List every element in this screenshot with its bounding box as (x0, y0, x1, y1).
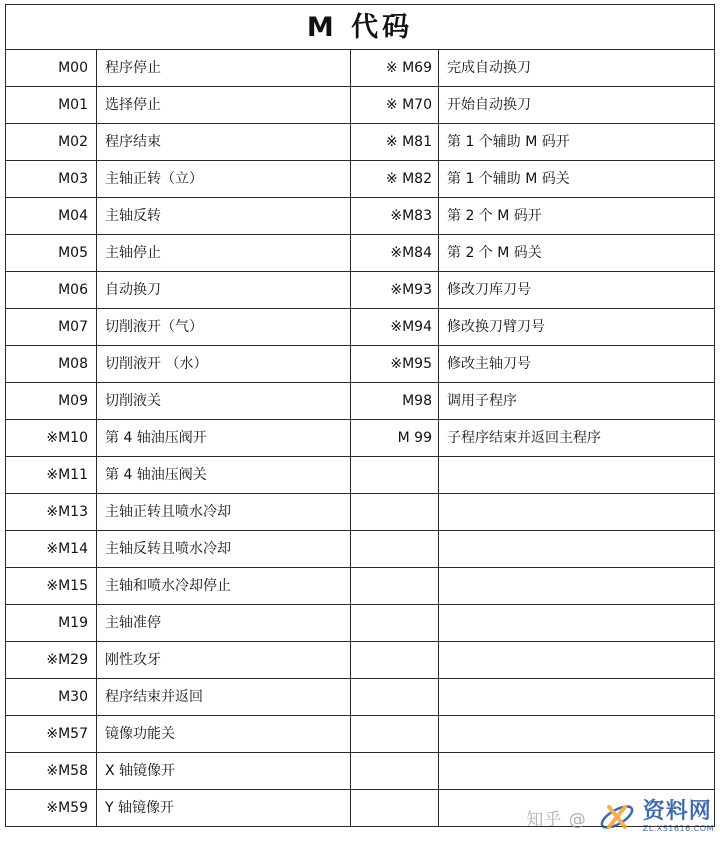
description-cell: 刚性攻牙 (97, 642, 351, 679)
code-cell-right (351, 605, 439, 642)
code-cell-right: ※M95 (351, 346, 439, 383)
code-cell: ※M59 (6, 790, 97, 827)
description-cell-right: 第 1 个辅助 M 码开 (439, 124, 715, 161)
code-cell: ※M29 (6, 642, 97, 679)
code-cell-right: ※M94 (351, 309, 439, 346)
description-cell-right (439, 568, 715, 605)
code-cell: M09 (6, 383, 97, 420)
code-cell: ※M58 (6, 753, 97, 790)
table-title: M 代码 (6, 5, 715, 50)
code-cell-right: ※M84 (351, 235, 439, 272)
site-logo-icon (597, 797, 637, 837)
table-row (6, 420, 715, 457)
code-cell: ※M14 (6, 531, 97, 568)
description-cell: 程序结束 (97, 124, 351, 161)
table-row (6, 568, 715, 605)
table-row (6, 531, 715, 568)
description-cell-right (439, 605, 715, 642)
code-cell-right: ※M83 (351, 198, 439, 235)
description-cell: X 轴镜像开 (97, 753, 351, 790)
code-cell: M02 (6, 124, 97, 161)
table-row (6, 753, 715, 790)
table-row (6, 679, 715, 716)
description-cell-right: 完成自动换刀 (439, 50, 715, 87)
code-cell-right: ※ M81 (351, 124, 439, 161)
code-cell-right: ※M93 (351, 272, 439, 309)
table-row (6, 198, 715, 235)
description-cell-right: 第 2 个 M 码关 (439, 235, 715, 272)
table-row (6, 605, 715, 642)
code-cell: ※M15 (6, 568, 97, 605)
code-cell-right (351, 568, 439, 605)
table-row (6, 457, 715, 494)
code-cell: M04 (6, 198, 97, 235)
code-cell-right: M98 (351, 383, 439, 420)
code-cell: M00 (6, 50, 97, 87)
description-cell: 主轴反转且喷水冷却 (97, 531, 351, 568)
description-cell: Y 轴镜像开 (97, 790, 351, 827)
code-cell: M05 (6, 235, 97, 272)
table-row (6, 309, 715, 346)
description-cell: 切削液开（气） (97, 309, 351, 346)
table-row (6, 50, 715, 87)
description-cell: 主轴正转且喷水冷却 (97, 494, 351, 531)
code-cell: ※M10 (6, 420, 97, 457)
table-row (6, 494, 715, 531)
code-cell: ※M11 (6, 457, 97, 494)
description-cell: 主轴反转 (97, 198, 351, 235)
description-cell-right (439, 679, 715, 716)
description-cell-right: 开始自动换刀 (439, 87, 715, 124)
code-cell: M08 (6, 346, 97, 383)
code-cell-right (351, 679, 439, 716)
description-cell-right: 子程序结束并返回主程序 (439, 420, 715, 457)
code-cell-right (351, 753, 439, 790)
description-cell: 第 4 轴油压阀关 (97, 457, 351, 494)
code-cell-right (351, 790, 439, 827)
code-cell-right (351, 716, 439, 753)
description-cell-right: 修改换刀臂刀号 (439, 309, 715, 346)
table-row (6, 124, 715, 161)
table-row (6, 235, 715, 272)
description-cell-right: 调用子程序 (439, 383, 715, 420)
code-cell: M30 (6, 679, 97, 716)
code-cell-right (351, 457, 439, 494)
description-cell-right (439, 531, 715, 568)
code-cell: M03 (6, 161, 97, 198)
description-cell-right: 修改主轴刀号 (439, 346, 715, 383)
description-cell-right (439, 753, 715, 790)
code-cell-right (351, 642, 439, 679)
description-cell: 选择停止 (97, 87, 351, 124)
description-cell-right (439, 642, 715, 679)
table-row (6, 383, 715, 420)
code-cell: M19 (6, 605, 97, 642)
table-row (6, 716, 715, 753)
code-cell: M06 (6, 272, 97, 309)
description-cell-right (439, 494, 715, 531)
table-row (6, 346, 715, 383)
zhihu-watermark-text: 知乎 @ (526, 809, 587, 830)
code-cell: M07 (6, 309, 97, 346)
table-row (6, 642, 715, 679)
code-cell-right (351, 531, 439, 568)
description-cell: 程序结束并返回 (97, 679, 351, 716)
description-cell: 主轴和喷水冷却停止 (97, 568, 351, 605)
code-cell-right: ※ M82 (351, 161, 439, 198)
description-cell: 程序停止 (97, 50, 351, 87)
watermark-brand-block (643, 801, 714, 833)
description-cell-right: 第 2 个 M 码开 (439, 198, 715, 235)
description-cell: 主轴正转（立） (97, 161, 351, 198)
code-cell-right (351, 494, 439, 531)
description-cell-right (439, 716, 715, 753)
description-cell-right (439, 457, 715, 494)
table-row (6, 272, 715, 309)
description-cell: 切削液关 (97, 383, 351, 420)
watermark-brand: 资料网 (642, 799, 712, 824)
code-cell-right: M 99 (351, 420, 439, 457)
description-cell: 自动换刀 (97, 272, 351, 309)
code-cell: ※M13 (6, 494, 97, 531)
watermark-url: ZL.XS1616.COM (642, 824, 714, 833)
description-cell: 第 4 轴油压阀开 (97, 420, 351, 457)
description-cell: 主轴停止 (97, 235, 351, 272)
m-code-table-body (6, 50, 715, 827)
description-cell-right: 第 1 个辅助 M 码关 (439, 161, 715, 198)
description-cell: 镜像功能关 (97, 716, 351, 753)
watermark (526, 793, 714, 841)
code-cell-right: ※ M69 (351, 50, 439, 87)
table-row (6, 161, 715, 198)
code-cell-right: ※ M70 (351, 87, 439, 124)
table-row (6, 87, 715, 124)
description-cell: 切削液开 （水） (97, 346, 351, 383)
code-cell: ※M57 (6, 716, 97, 753)
m-code-table (5, 4, 715, 827)
description-cell-right: 修改刀库刀号 (439, 272, 715, 309)
description-cell: 主轴准停 (97, 605, 351, 642)
code-cell: M01 (6, 87, 97, 124)
